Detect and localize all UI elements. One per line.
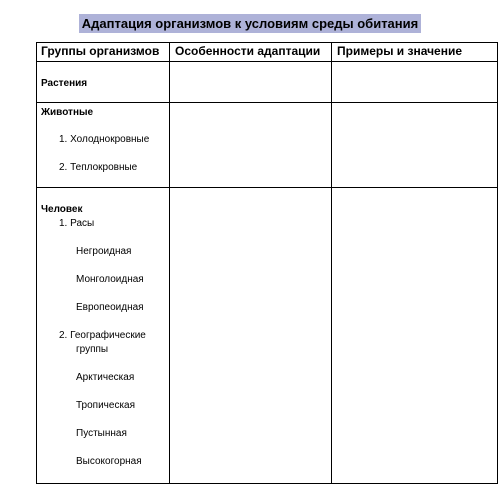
table-border-bottom [36, 483, 498, 484]
row-divider-plants [36, 102, 498, 103]
race-item: Европеоидная [76, 302, 144, 313]
table-border-top [36, 42, 498, 43]
header-adaptation-features: Особенности адаптации [175, 44, 321, 58]
animals-item-warmblooded: 2. Теплокровные [59, 162, 138, 173]
row-label-human: Человек [41, 204, 83, 215]
table-border-left [36, 42, 37, 484]
human-geo-label-line2: группы [76, 344, 109, 355]
human-races-label: 1. Расы [59, 218, 95, 229]
geo-group-item: Пустынная [76, 428, 127, 439]
animals-item-coldblooded: 1. Холоднокровные [59, 134, 150, 145]
row-divider-animals [36, 187, 498, 188]
column-divider-2 [331, 42, 332, 484]
header-examples-significance: Примеры и значение [337, 44, 463, 58]
row-label-plants: Растения [41, 78, 88, 89]
geo-group-item: Арктическая [76, 372, 135, 383]
race-item: Монголоидная [76, 274, 144, 285]
geo-group-item: Высокогорная [76, 456, 142, 467]
header-divider [36, 61, 498, 62]
column-divider-1 [169, 42, 170, 484]
table-border-right [497, 42, 498, 484]
race-item: Негроидная [76, 246, 132, 257]
header-groups: Группы организмов [41, 44, 160, 58]
geo-group-item: Тропическая [76, 400, 136, 411]
row-label-animals: Животные [41, 107, 94, 118]
human-geo-label-line1: 2. Географические [59, 330, 146, 341]
title-wrapper [0, 14, 500, 33]
document-title: Адаптация организмов к условиям среды обитания [79, 14, 421, 33]
